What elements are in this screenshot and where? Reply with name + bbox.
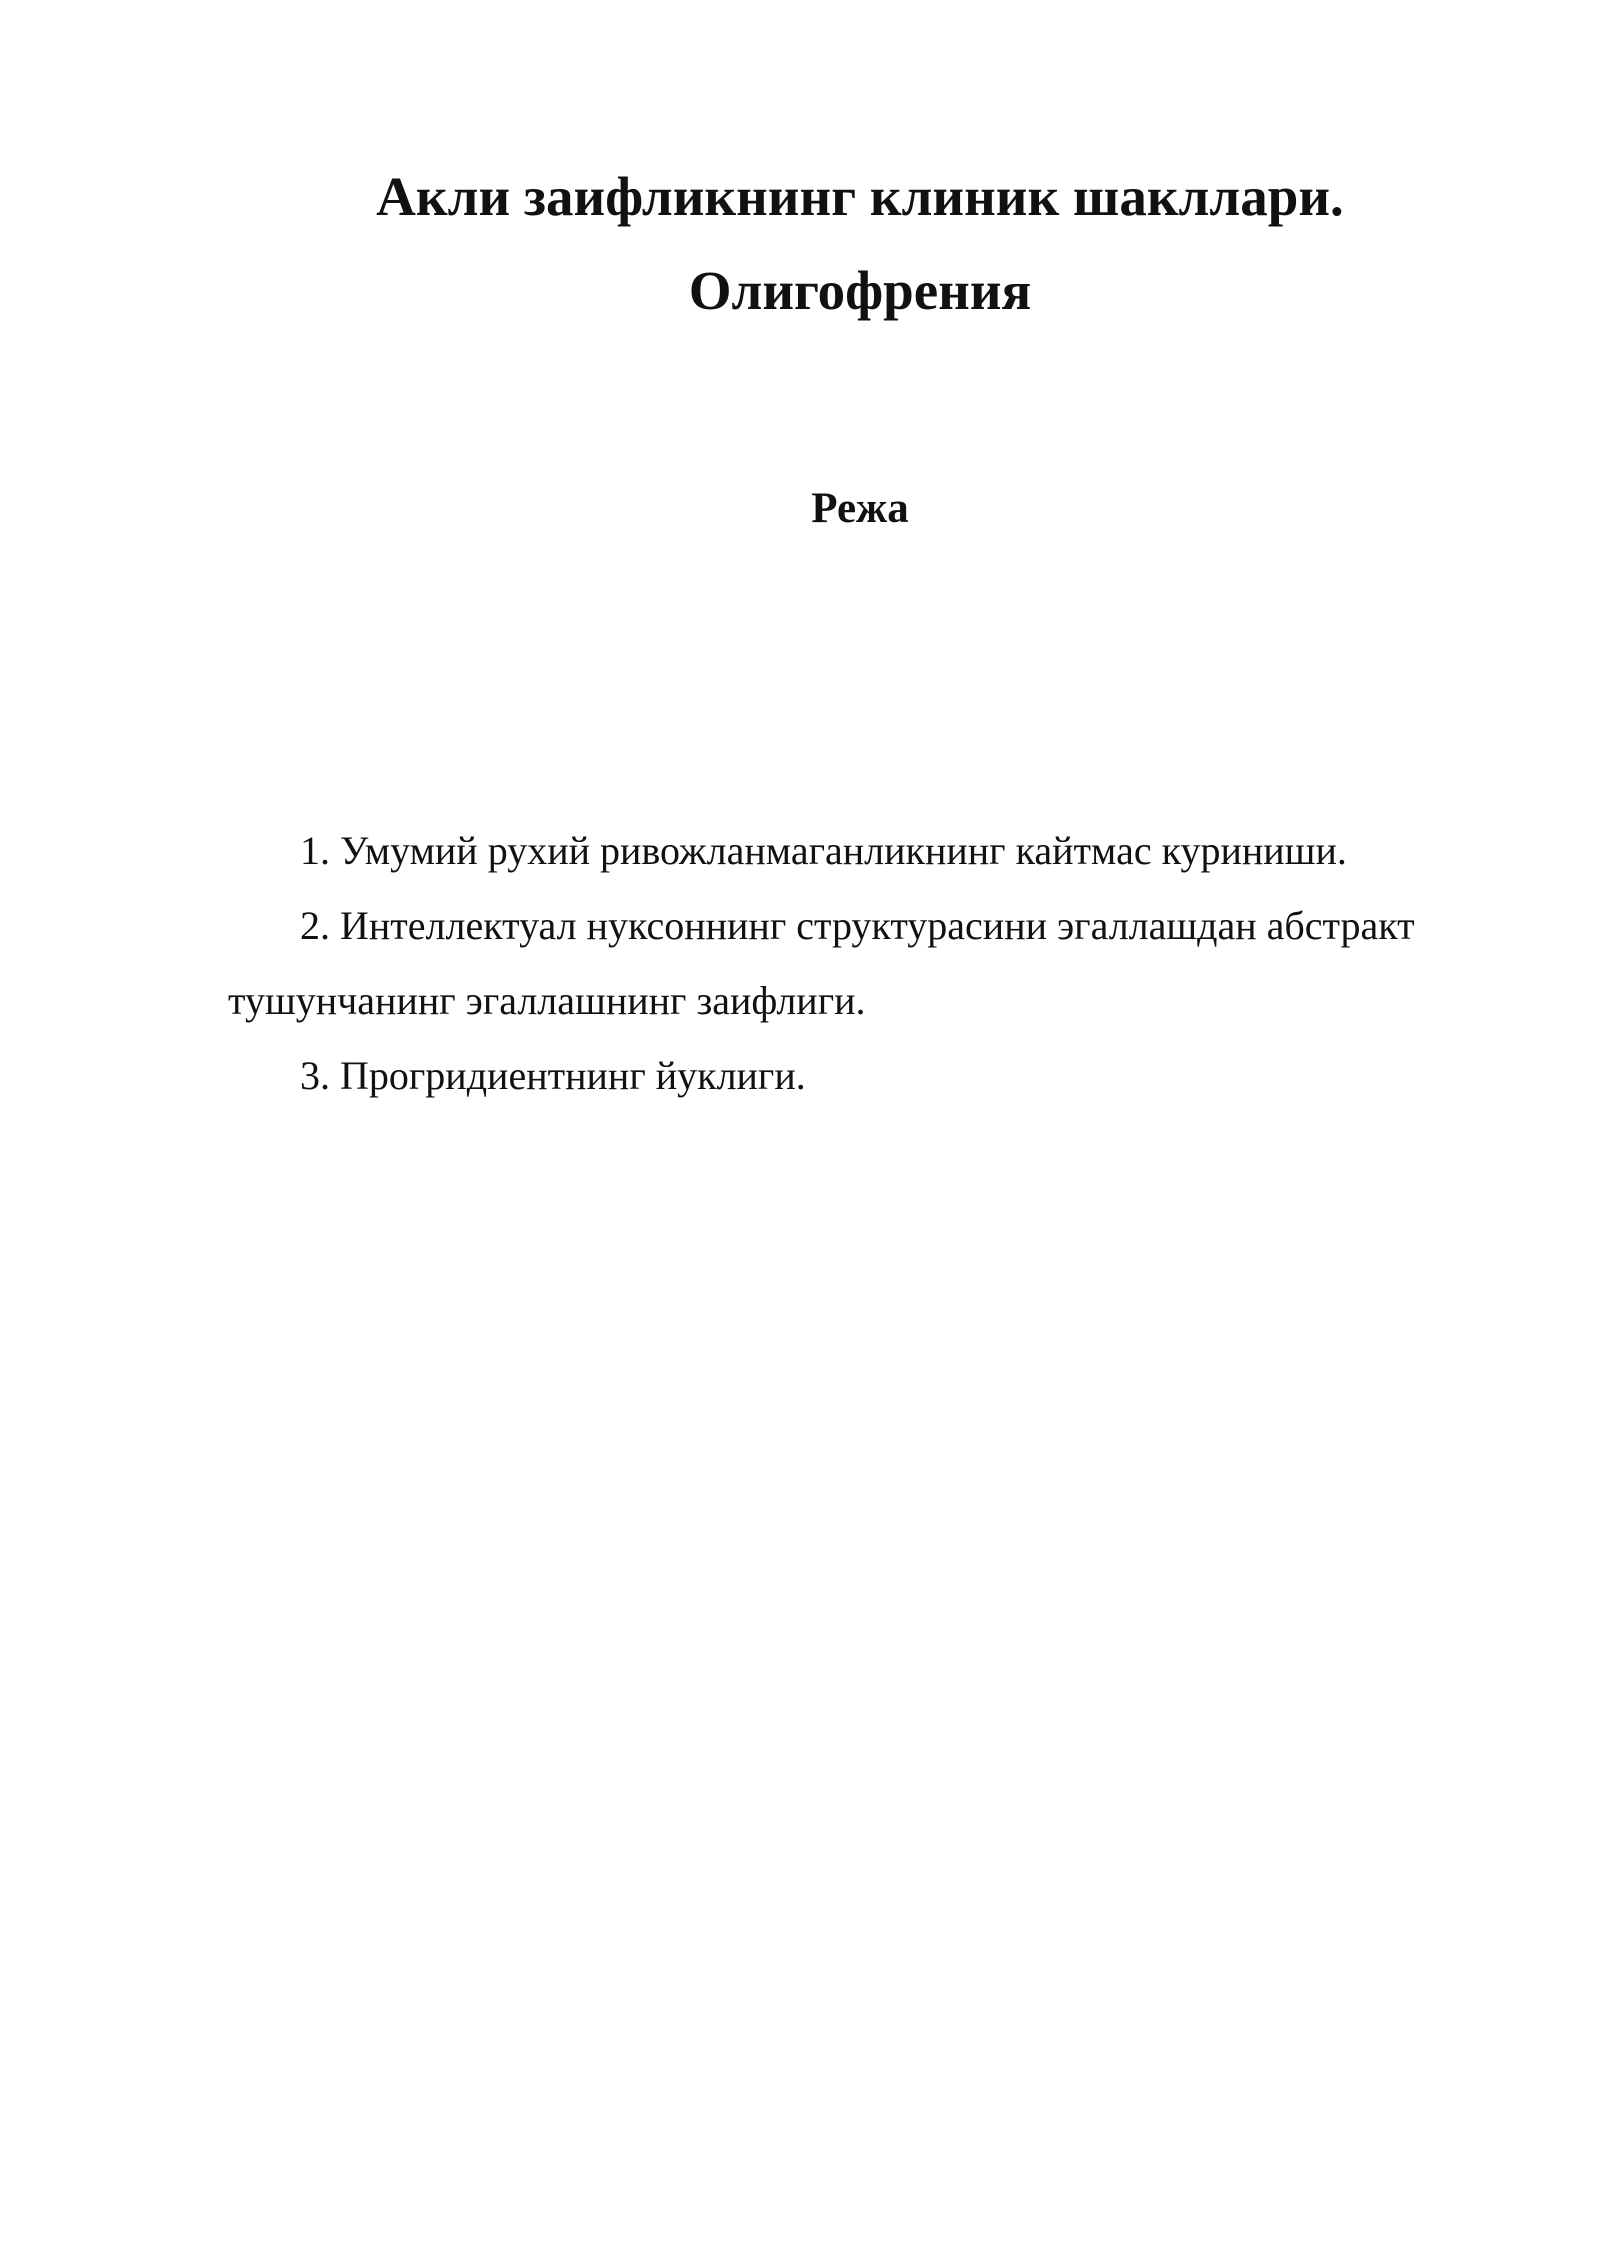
plan-item-2: 2. Интеллектуал нуксоннинг структурасини эгаллашдан абстракт тушунчанинг эгаллашнинг заифлиги. — [228, 903, 1415, 1023]
document-title — [330, 150, 1390, 338]
document-title-line-2: Олигофрения — [688, 260, 1032, 321]
plan-list — [228, 813, 1448, 1113]
plan-heading: Режа — [811, 485, 909, 532]
document-title-line-1: Акли заифликнинг клиник шакллари. — [376, 166, 1344, 227]
plan-item-3: 3. Прогридиентнинг йуклиги. — [300, 1053, 806, 1098]
plan-item-1: 1. Умумий рухий ривожланмаганликнинг кайтмас куриниши. — [300, 828, 1347, 873]
